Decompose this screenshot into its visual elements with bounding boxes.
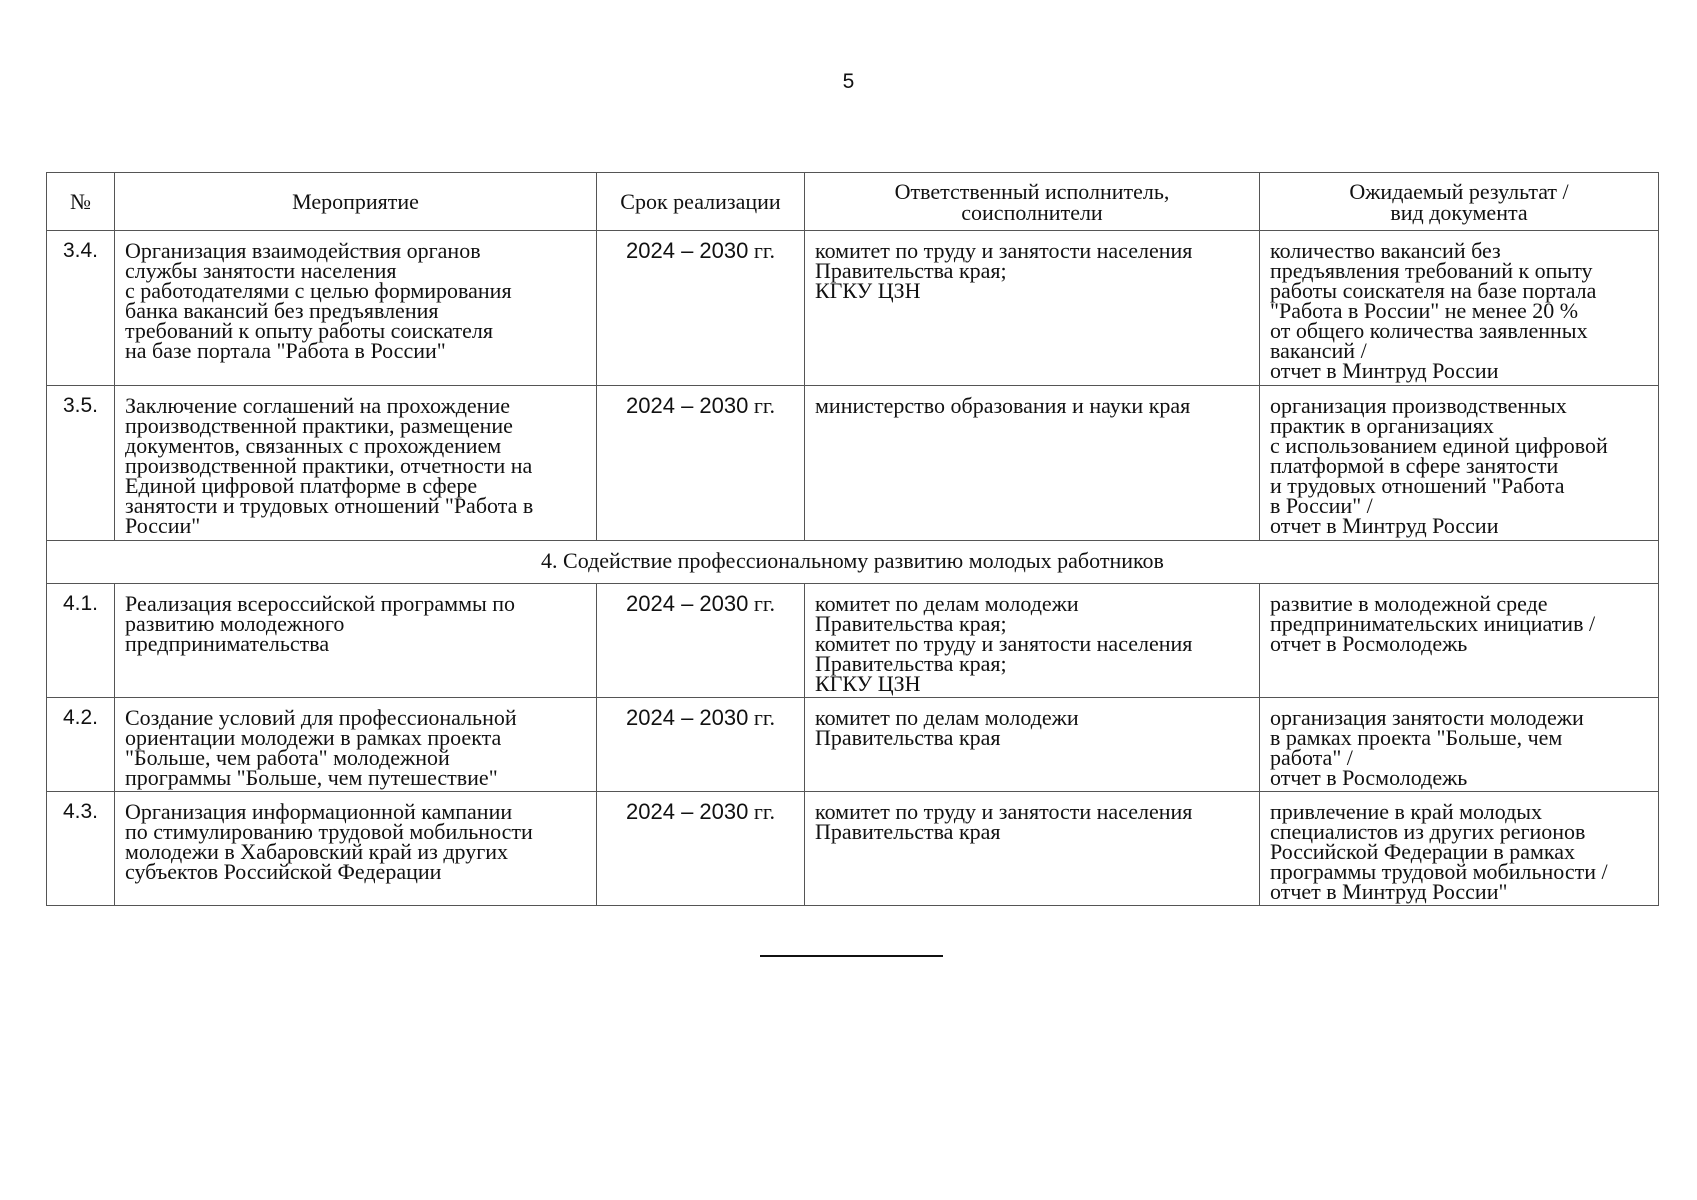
term-years: 2024 – 2030 xyxy=(626,393,749,418)
row-result: количество вакансий без предъявления требований к опыту работы соискателя на базе портала "Работа в России" не менее 20 % от общего количества заявленных вакансий / отчет в Минтруд России xyxy=(1260,231,1659,386)
row-number: 4.2. xyxy=(47,698,115,792)
term-years: 2024 – 2030 xyxy=(626,591,749,616)
row-result: организация производственных практик в организациях с использованием единой цифровой платформой в сфере занятости и трудовых отношений "Работа в России" / отчет в Минтруд России xyxy=(1260,386,1659,541)
header-executor: Ответственный исполнитель, соисполнители xyxy=(805,173,1260,231)
row-result: развитие в молодежной среде предпринимательских инициатив / отчет в Росмолодежь xyxy=(1260,584,1659,698)
term-suffix: гг. xyxy=(748,238,775,263)
measures-table xyxy=(46,172,1659,906)
row-activity: Организация взаимодействия органов службы занятости населения с работодателями с целью формирования банка вакансий без предъявления требований к опыту работы соискателя на базе портала "Работа в России" xyxy=(115,231,597,386)
table-row xyxy=(47,231,1659,386)
term-suffix: гг. xyxy=(748,393,775,418)
row-number: 4.3. xyxy=(47,792,115,906)
table-row xyxy=(47,386,1659,541)
page-number: 5 xyxy=(842,70,855,93)
row-activity: Организация информационной кампании по стимулированию трудовой мобильности молодежи в Хабаровский край из других субъектов Российской Федерации xyxy=(115,792,597,906)
header-term: Срок реализации xyxy=(597,173,805,231)
row-activity: Создание условий для профессиональной ориентации молодежи в рамках проекта "Больше, чем работа" молодежной программы "Больше, чем путешествие" xyxy=(115,698,597,792)
section-heading: 4. Содействие профессиональному развитию молодых работников xyxy=(47,541,1659,584)
table-row xyxy=(47,698,1659,792)
row-activity: Реализация всероссийской программы по развитию молодежного предпринимательства xyxy=(115,584,597,698)
row-number: 3.4. xyxy=(47,231,115,386)
table-header-row xyxy=(47,173,1659,231)
row-term xyxy=(597,386,805,541)
end-of-document-rule xyxy=(760,955,943,957)
row-executor: министерство образования и науки края xyxy=(805,386,1260,541)
header-activity: Мероприятие xyxy=(115,173,597,231)
row-result: привлечение в край молодых специалистов из других регионов Российской Федерации в рамках программы трудовой мобильности / отчет в Минтруд России" xyxy=(1260,792,1659,906)
row-term xyxy=(597,698,805,792)
term-suffix: гг. xyxy=(748,591,775,616)
row-result: организация занятости молодежи в рамках проекта "Больше, чем работа" / отчет в Росмолодежь xyxy=(1260,698,1659,792)
row-number: 3.5. xyxy=(47,386,115,541)
section-row xyxy=(47,541,1659,584)
row-executor: комитет по труду и занятости населения Правительства края xyxy=(805,792,1260,906)
row-activity: Заключение соглашений на прохождение производственной практики, размещение документов, связанных с прохождением производственной практики, отчетности на Единой цифровой платформе в сфере занятости и трудовых отношений "Работа в России" xyxy=(115,386,597,541)
row-executor: комитет по делам молодежи Правительства края; комитет по труду и занятости населения Правительства края; КГКУ ЦЗН xyxy=(805,584,1260,698)
row-term xyxy=(597,231,805,386)
row-executor: комитет по труду и занятости населения Правительства края; КГКУ ЦЗН xyxy=(805,231,1260,386)
term-years: 2024 – 2030 xyxy=(626,799,749,824)
header-result: Ожидаемый результат / вид документа xyxy=(1260,173,1659,231)
row-executor: комитет по делам молодежи Правительства края xyxy=(805,698,1260,792)
term-suffix: гг. xyxy=(748,799,775,824)
row-term xyxy=(597,584,805,698)
header-number: № xyxy=(47,173,115,231)
term-suffix: гг. xyxy=(748,705,775,730)
term-years: 2024 – 2030 xyxy=(626,705,749,730)
table-row xyxy=(47,792,1659,906)
term-years: 2024 – 2030 xyxy=(626,238,749,263)
table-row xyxy=(47,584,1659,698)
row-term xyxy=(597,792,805,906)
row-number: 4.1. xyxy=(47,584,115,698)
